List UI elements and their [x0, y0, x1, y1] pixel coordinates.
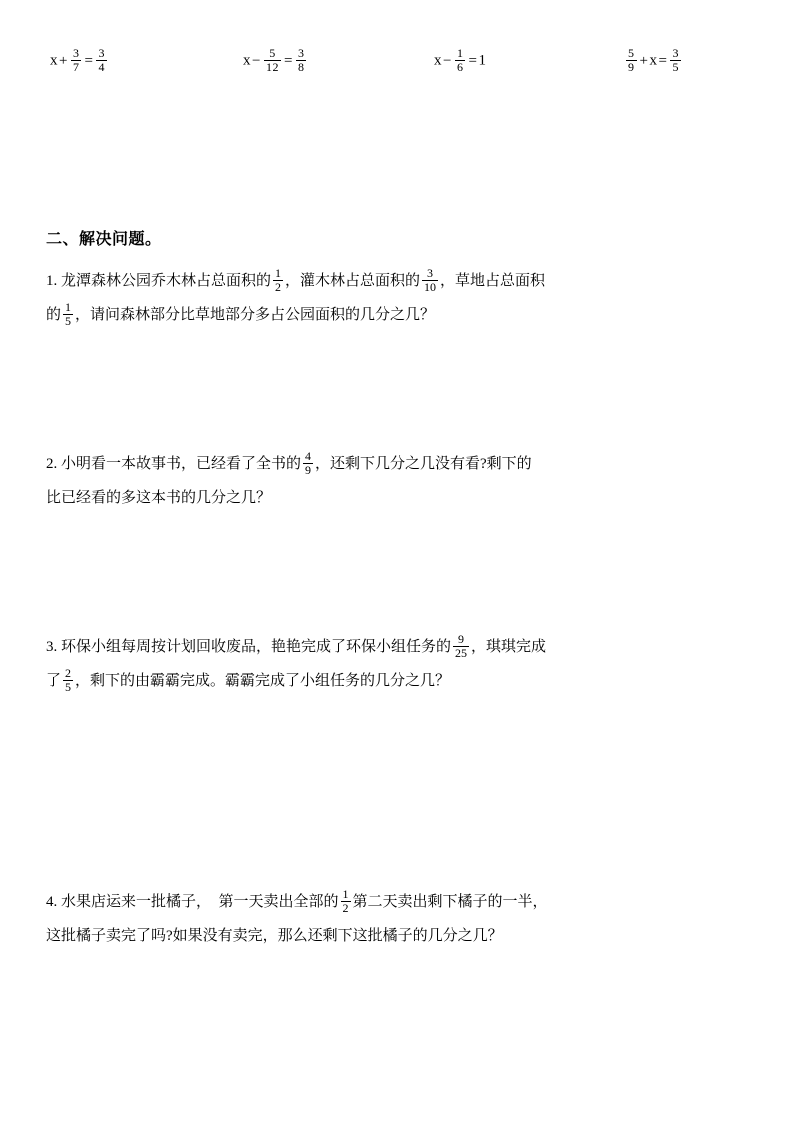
equation-4-equals: = [658, 52, 668, 69]
problem-1-fraction-3 [63, 301, 73, 327]
fraction-denominator: 25 [455, 646, 468, 661]
equation-1-equals: = [84, 52, 94, 69]
equation-1-variable: x [50, 52, 58, 69]
fraction-denominator: 5 [65, 680, 72, 695]
fraction-denominator: 6 [456, 59, 464, 74]
equation-4-variable: x [649, 52, 658, 69]
fraction-numerator: 4 [305, 449, 312, 464]
equation-3-result: 1 [478, 52, 487, 69]
problem-3-text-b: ，琪琪完成 [471, 639, 547, 655]
equation-4-result-fraction [670, 47, 681, 73]
problem-1-line-1 [46, 264, 746, 298]
fraction-numerator: 9 [458, 632, 465, 647]
fraction-numerator: 1 [275, 266, 282, 281]
problem-4-text-a: 水果店运来一批橘子， 第一天卖出全部的 [61, 894, 339, 910]
equation-1-term-fraction [71, 47, 82, 73]
equation-4 [624, 48, 683, 74]
equation-3-variable: x [434, 52, 442, 69]
problem-2-text-b: ，还剩下几分之几没有看?剩下的 [315, 456, 532, 472]
fraction-denominator: 7 [72, 59, 80, 74]
fraction-numerator: 1 [456, 46, 464, 60]
fraction-denominator: 5 [65, 314, 72, 329]
equation-row [46, 48, 747, 94]
equation-2-term-fraction [264, 47, 281, 73]
problem-1-text-c: ，草地占总面积 [440, 273, 546, 289]
fraction-numerator: 3 [672, 46, 679, 60]
fraction-numerator: 5 [628, 46, 635, 60]
problem-4-fraction-1 [341, 888, 351, 914]
problem-2 [46, 447, 746, 515]
problem-2-line-1 [46, 447, 746, 481]
fraction-denominator: 4 [98, 59, 105, 74]
problem-1-line-2 [46, 298, 746, 332]
problem-4-text-b: 第二天卖出剩下橘子的一半， [352, 894, 548, 910]
fraction-denominator: 9 [305, 463, 312, 478]
fraction-denominator: 10 [424, 280, 437, 295]
problem-1-text-a: 龙潭森林公园乔木林占总面积的 [61, 273, 272, 289]
equation-2-equals: = [283, 52, 293, 69]
fraction-denominator: 5 [672, 59, 679, 74]
equation-2-result-fraction [296, 47, 307, 73]
fraction-numerator: 1 [342, 887, 349, 902]
equation-2-variable: x [243, 52, 251, 69]
equation-1-result-fraction [96, 47, 107, 73]
problem-3-fraction-1 [453, 633, 469, 659]
problem-1-text-d: 的 [46, 307, 62, 323]
equation-2 [243, 48, 308, 74]
equation-1 [50, 48, 109, 74]
problem-1-number: 1. [46, 273, 58, 289]
fraction-denominator: 2 [275, 280, 282, 295]
problem-2-line-2: 比已经看的多这本书的几分之几？ [46, 490, 272, 506]
problem-4-number: 4. [46, 894, 58, 910]
fraction-numerator: 3 [98, 46, 105, 60]
equation-1-operator: + [59, 52, 68, 69]
problem-3-line-1 [46, 630, 746, 664]
equation-3 [434, 48, 486, 74]
problem-3-text-a: 环保小组每周按计划回收废品，艳艳完成了环保小组任务的 [61, 639, 452, 655]
problem-2-number: 2. [46, 456, 58, 472]
equation-3-equals: = [468, 52, 478, 69]
fraction-denominator: 9 [628, 59, 635, 74]
problem-3-line-2 [46, 664, 746, 698]
problem-3-text-d: ，剩下的由霸霸完成。霸霸完成了小组任务的几分之几？ [75, 673, 451, 689]
problem-1-fraction-2 [422, 267, 438, 293]
problem-1-fraction-1 [273, 267, 283, 293]
equation-4-term-fraction [626, 47, 637, 73]
fraction-denominator: 8 [297, 59, 305, 74]
problem-2-text-a: 小明看一本故事书，已经看了全书的 [61, 456, 302, 472]
fraction-denominator: 12 [265, 59, 279, 74]
problem-1-text-e: ，请问森林部分比草地部分多占公园面积的几分之几？ [75, 307, 436, 323]
fraction-numerator: 5 [269, 46, 276, 60]
problem-1-text-b: ，灌木林占总面积的 [285, 273, 421, 289]
equation-4-operator: + [639, 52, 649, 69]
problem-3-fraction-2 [63, 667, 73, 693]
fraction-numerator: 3 [427, 266, 434, 281]
problem-1 [46, 264, 746, 332]
fraction-denominator: 2 [342, 901, 349, 916]
problem-3 [46, 630, 746, 698]
problem-4 [46, 885, 746, 953]
equation-2-operator: − [252, 52, 261, 69]
section-heading: 二、解决问题。 [46, 231, 162, 248]
problem-4-line-2: 这批橘子卖完了吗?如果没有卖完，那么还剩下这批橘子的几分之几？ [46, 928, 503, 944]
problem-2-fraction-1 [303, 450, 313, 476]
equation-3-term-fraction [455, 47, 466, 73]
fraction-numerator: 3 [72, 46, 80, 60]
fraction-numerator: 3 [297, 46, 305, 60]
fraction-numerator: 1 [65, 300, 72, 315]
problem-3-number: 3. [46, 639, 58, 655]
problem-3-text-c: 了 [46, 673, 62, 689]
equation-3-operator: − [443, 52, 452, 69]
fraction-numerator: 2 [65, 666, 72, 681]
problem-4-line-1 [46, 885, 746, 919]
